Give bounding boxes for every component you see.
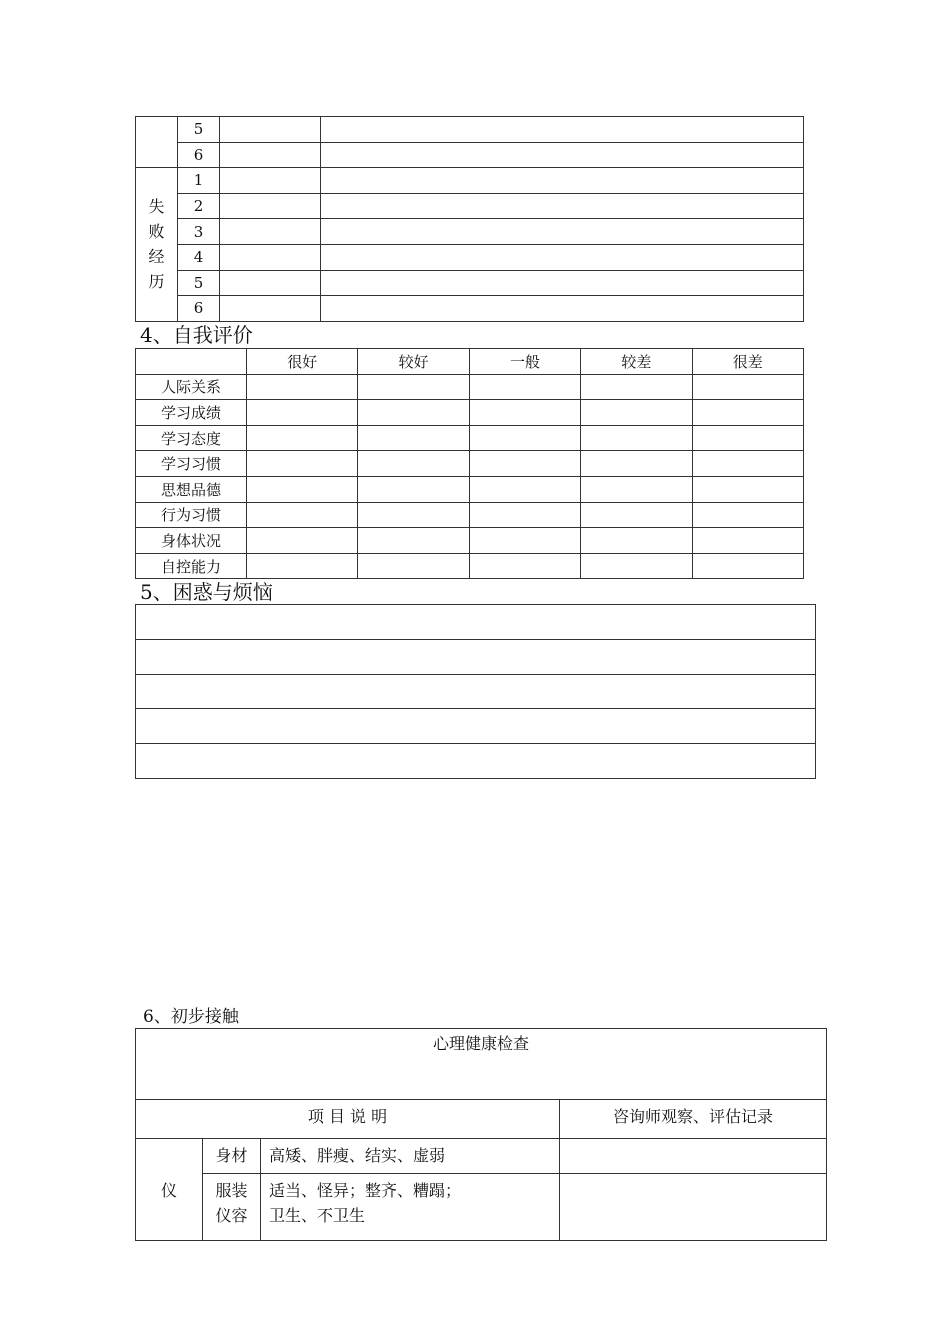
table-row [136, 374, 804, 400]
rating-cell[interactable] [469, 553, 580, 579]
initial-contact-heading: 6、初步接触 [143, 1007, 239, 1027]
entry-cell[interactable] [220, 193, 321, 219]
table-row [136, 244, 804, 270]
table-row [136, 117, 804, 143]
rating-cell[interactable] [358, 451, 469, 477]
row-label: 身体状况 [136, 528, 247, 554]
label-char: 历 [148, 272, 165, 292]
rating-cell[interactable] [247, 528, 358, 554]
rating-cell[interactable] [247, 374, 358, 400]
table-row [136, 502, 804, 528]
column-header-items: 项 目 说 明 [136, 1100, 560, 1139]
rating-cell[interactable] [469, 476, 580, 502]
rating-cell[interactable] [358, 528, 469, 554]
item-name-line: 仪容 [215, 1206, 248, 1225]
column-header-record: 咨询师观察、评估记录 [560, 1100, 827, 1139]
table-row [136, 605, 816, 640]
table-row [136, 639, 816, 674]
table-row [136, 1139, 827, 1174]
item-name: 身材 [203, 1139, 261, 1174]
table-row [136, 425, 804, 451]
rating-cell[interactable] [581, 476, 692, 502]
row-number: 6 [178, 296, 220, 322]
rating-cell[interactable] [469, 528, 580, 554]
experience-table [135, 116, 804, 322]
rating-cell[interactable] [692, 400, 803, 426]
entry-cell[interactable] [321, 270, 804, 296]
row-label: 人际关系 [136, 374, 247, 400]
item-name-line: 服装 [215, 1181, 248, 1200]
table-row [136, 168, 804, 194]
rating-cell[interactable] [247, 400, 358, 426]
rating-cell[interactable] [469, 451, 580, 477]
corner-cell [136, 349, 247, 375]
row-number: 6 [178, 142, 220, 168]
rating-cell[interactable] [692, 425, 803, 451]
table-row [136, 744, 816, 779]
rating-cell[interactable] [581, 451, 692, 477]
table-row [136, 270, 804, 296]
item-name [203, 1174, 261, 1241]
column-header: 较差 [581, 349, 692, 375]
writing-line[interactable] [136, 709, 816, 744]
row-label: 学习成绩 [136, 400, 247, 426]
rating-cell[interactable] [692, 528, 803, 554]
record-cell[interactable] [560, 1174, 827, 1241]
title-row [136, 1029, 827, 1100]
header-row [136, 1100, 827, 1139]
row-number: 5 [178, 117, 220, 143]
table-row [136, 709, 816, 744]
table-row [136, 553, 804, 579]
rating-cell[interactable] [358, 476, 469, 502]
writing-line[interactable] [136, 639, 816, 674]
header-row [136, 349, 804, 375]
rating-cell[interactable] [692, 476, 803, 502]
rating-cell[interactable] [692, 553, 803, 579]
entry-cell[interactable] [321, 244, 804, 270]
item-description [261, 1174, 560, 1241]
entry-cell[interactable] [220, 219, 321, 245]
table-row [136, 451, 804, 477]
writing-line[interactable] [136, 605, 816, 640]
rating-cell[interactable] [581, 553, 692, 579]
rating-cell[interactable] [692, 502, 803, 528]
rating-cell[interactable] [358, 425, 469, 451]
table-row [136, 296, 804, 322]
rating-cell[interactable] [581, 528, 692, 554]
rating-cell[interactable] [692, 451, 803, 477]
row-label: 自控能力 [136, 553, 247, 579]
entry-cell[interactable] [321, 142, 804, 168]
entry-cell[interactable] [220, 270, 321, 296]
record-cell[interactable] [560, 1139, 827, 1174]
rating-cell[interactable] [581, 374, 692, 400]
row-number: 1 [178, 168, 220, 194]
rating-cell[interactable] [469, 425, 580, 451]
group-cell-blank [136, 117, 178, 168]
item-description: 高矮、胖瘦、结实、虚弱 [261, 1139, 560, 1174]
table-row [136, 1174, 827, 1241]
row-label: 学习态度 [136, 425, 247, 451]
table-row [136, 193, 804, 219]
writing-line[interactable] [136, 674, 816, 709]
description-line: 适当、怪异；整齐、糟蹋； [269, 1181, 462, 1200]
entry-cell[interactable] [220, 117, 321, 143]
column-header: 一般 [469, 349, 580, 375]
entry-cell[interactable] [321, 296, 804, 322]
entry-cell[interactable] [220, 296, 321, 322]
column-header: 很差 [692, 349, 803, 375]
row-number: 4 [178, 244, 220, 270]
entry-cell[interactable] [220, 142, 321, 168]
table-row [136, 142, 804, 168]
description-line: 卫生、不卫生 [269, 1206, 366, 1225]
entry-cell[interactable] [321, 219, 804, 245]
label-char: 失 [148, 197, 165, 217]
column-header: 较好 [358, 349, 469, 375]
rating-cell[interactable] [358, 374, 469, 400]
rating-cell[interactable] [358, 502, 469, 528]
table-row [136, 674, 816, 709]
rating-cell[interactable] [469, 502, 580, 528]
rating-cell[interactable] [581, 400, 692, 426]
rating-cell[interactable] [469, 400, 580, 426]
rating-cell[interactable] [247, 451, 358, 477]
rating-cell[interactable] [692, 374, 803, 400]
row-number: 2 [178, 193, 220, 219]
label-char: 败 [148, 222, 165, 242]
rating-cell[interactable] [581, 502, 692, 528]
entry-cell[interactable] [220, 244, 321, 270]
rating-cell[interactable] [469, 374, 580, 400]
rating-cell[interactable] [358, 400, 469, 426]
row-label: 行为习惯 [136, 502, 247, 528]
table-row [136, 476, 804, 502]
table-row [136, 528, 804, 554]
rating-cell[interactable] [247, 553, 358, 579]
row-number: 5 [178, 270, 220, 296]
row-label: 思想品德 [136, 476, 247, 502]
rating-cell[interactable] [247, 425, 358, 451]
table-row [136, 400, 804, 426]
troubles-heading: 5、困惑与烦恼 [140, 580, 273, 604]
rating-cell[interactable] [358, 553, 469, 579]
mental-health-check-table [135, 1028, 827, 1241]
table-title: 心理健康检查 [136, 1029, 827, 1100]
entry-cell[interactable] [321, 168, 804, 194]
entry-cell[interactable] [321, 117, 804, 143]
table-row [136, 219, 804, 245]
row-number: 3 [178, 219, 220, 245]
rating-cell[interactable] [247, 476, 358, 502]
failure-experience-label [136, 168, 178, 322]
rating-cell[interactable] [581, 425, 692, 451]
writing-line[interactable] [136, 744, 816, 779]
group-label: 仪 [136, 1139, 203, 1241]
rating-cell[interactable] [247, 502, 358, 528]
column-header: 很好 [247, 349, 358, 375]
self-evaluation-heading: 4、自我评价 [140, 323, 253, 347]
troubles-table [135, 604, 816, 779]
entry-cell[interactable] [220, 168, 321, 194]
label-char: 经 [148, 247, 165, 267]
self-evaluation-table [135, 348, 804, 579]
entry-cell[interactable] [321, 193, 804, 219]
row-label: 学习习惯 [136, 451, 247, 477]
